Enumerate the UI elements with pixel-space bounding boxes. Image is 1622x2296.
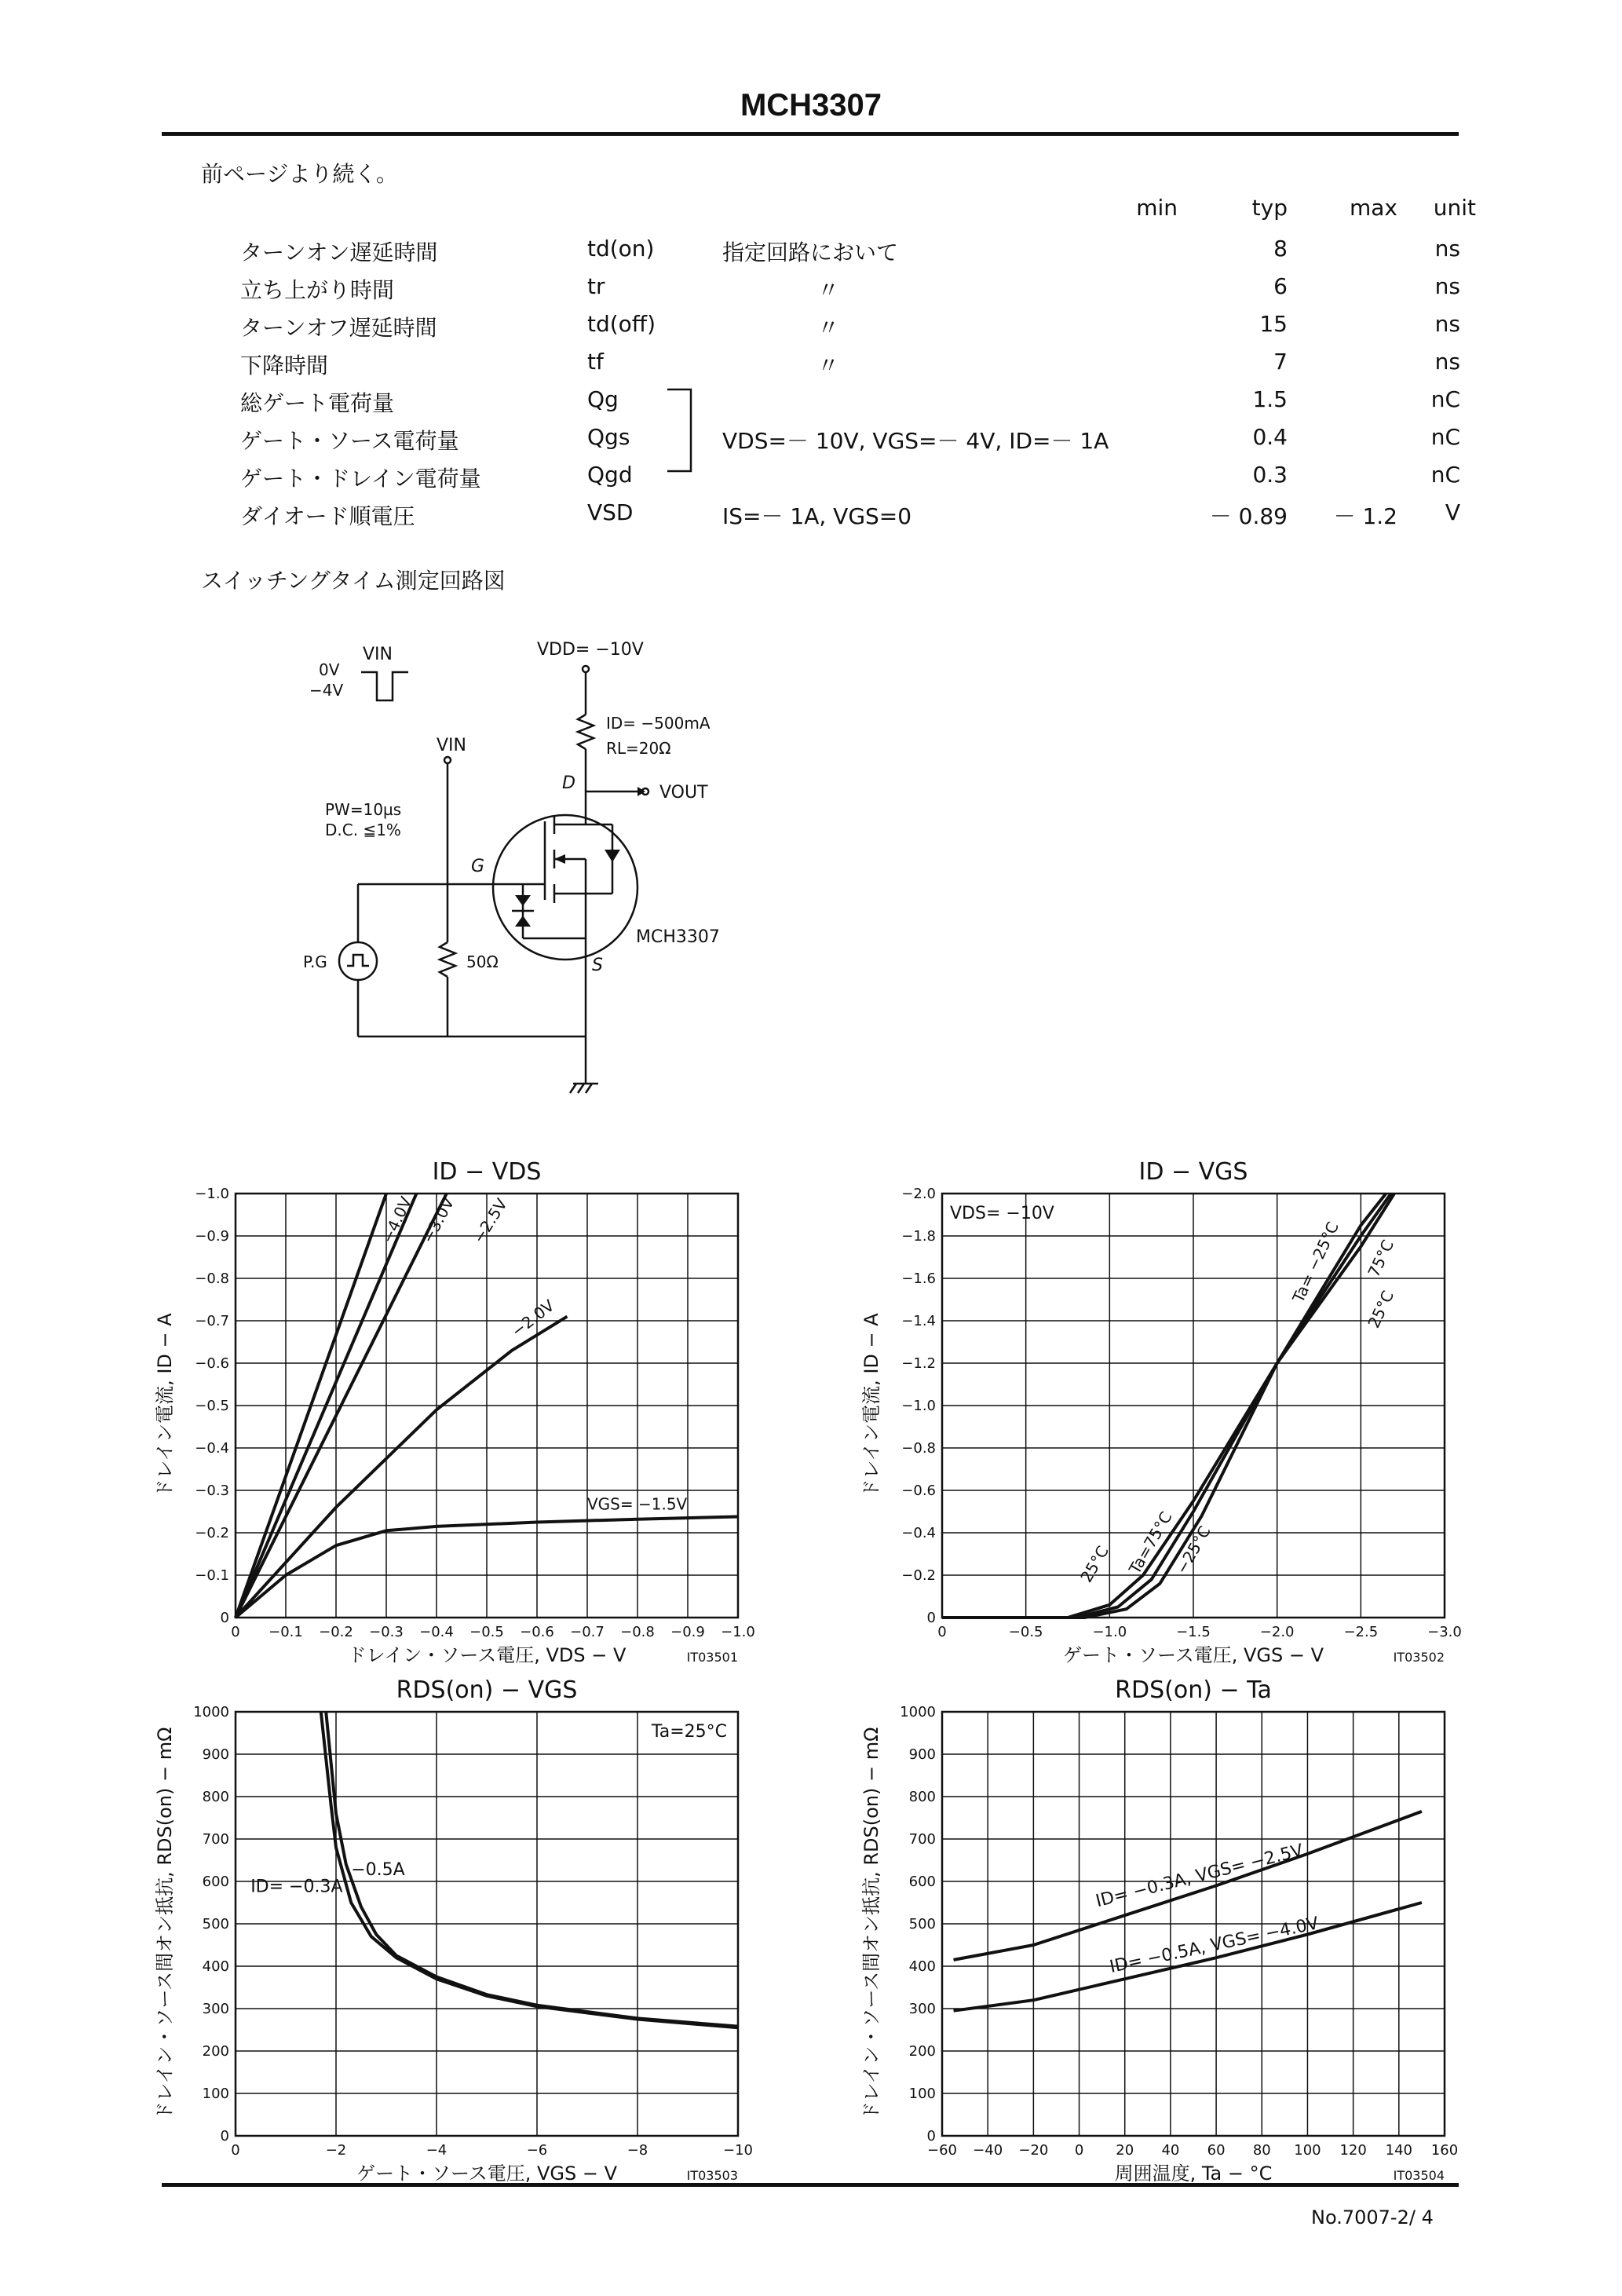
x-tick-label: 0 — [231, 2142, 240, 2159]
chart-rds-vgs — [141, 1665, 769, 2183]
typ-cell: － 0.89 — [1209, 503, 1288, 529]
chart-title: ID − VGS — [1138, 1158, 1248, 1186]
x-tick-label: −0.8 — [620, 1624, 655, 1640]
vin-node-label: VIN — [437, 736, 466, 755]
param-cell: ゲート・ドレイン電荷量 — [240, 466, 481, 492]
param-cell: ターンオフ遅延時間 — [240, 315, 437, 341]
chart-annotation: VDS= −10V — [950, 1204, 1054, 1223]
footer-rule — [162, 2183, 1459, 2187]
x-tick-label: 120 — [1339, 2142, 1367, 2159]
y-tick-label: 900 — [202, 1746, 229, 1763]
pw-label: PW=10µs — [325, 800, 402, 819]
y-tick-label: 1000 — [900, 1704, 936, 1720]
y-tick-label: 1000 — [193, 1704, 229, 1720]
source-label: S — [592, 956, 603, 975]
y-tick-label: −0.9 — [195, 1228, 229, 1245]
gate-label: G — [471, 857, 485, 876]
vm4-label: −4V — [309, 681, 344, 700]
y-tick-label: −0.6 — [195, 1355, 229, 1372]
device-label: MCH3307 — [636, 927, 720, 947]
chart-title: RDS(on) − VGS — [396, 1676, 578, 1704]
y-tick-label: 200 — [202, 2043, 229, 2060]
x-tick-label: −3.0 — [1427, 1624, 1462, 1640]
y-tick-label: 500 — [202, 1916, 229, 1932]
y-tick-label: −1.4 — [901, 1313, 936, 1329]
x-axis-label: ゲート・ソース電圧, VGS − V — [1062, 1644, 1324, 1665]
symbol-cell: tr — [587, 273, 605, 299]
y-tick-label: −1.0 — [901, 1398, 936, 1414]
param-cell: 総ゲート電荷量 — [240, 390, 395, 416]
typ-cell: 0.4 — [1252, 424, 1288, 450]
x-tick-label: −0.2 — [319, 1624, 353, 1640]
figure-code: IT03501 — [686, 1650, 738, 1665]
x-tick-label: −0.5 — [1008, 1624, 1043, 1640]
param-cell: 立ち上がり時間 — [240, 277, 395, 303]
rl-label: RL=20Ω — [606, 739, 671, 758]
series-label: ID= −0.3A — [250, 1877, 343, 1897]
x-tick-label: 0 — [937, 1624, 947, 1640]
condition-cell: 〃 — [816, 353, 839, 378]
y-tick-label: 0 — [926, 1610, 936, 1626]
x-axis-label: 周囲温度, Ta − °C — [1114, 2163, 1273, 2183]
y-tick-label: −0.2 — [195, 1525, 229, 1541]
doc-number: No.7007-2/ 4 — [1311, 2206, 1434, 2228]
y-tick-label: 400 — [908, 1958, 936, 1975]
y-tick-label: −0.2 — [901, 1567, 936, 1584]
unit-cell: nC — [1430, 462, 1460, 488]
x-tick-label: −2 — [325, 2142, 347, 2159]
x-tick-label: 80 — [1252, 2142, 1271, 2159]
typ-cell: 0.3 — [1252, 462, 1288, 488]
series-label: ID= −0.3A, VGS= −2.5V — [1094, 1841, 1306, 1912]
y-tick-label: −0.8 — [195, 1270, 229, 1287]
y-tick-label: −0.3 — [195, 1483, 229, 1499]
condition-cell: 〃 — [816, 315, 839, 341]
y-tick-label: −1.0 — [195, 1186, 229, 1202]
x-tick-label: 0 — [1074, 2142, 1084, 2159]
series-label: −3.0V — [418, 1194, 458, 1247]
condition-cell: 〃 — [816, 277, 839, 303]
switching-circuit — [298, 628, 754, 1099]
y-tick-label: 0 — [926, 2128, 936, 2144]
y-tick-label: 700 — [908, 1831, 936, 1848]
x-tick-label: −0.4 — [419, 1624, 454, 1640]
chart-title: ID − VDS — [432, 1158, 542, 1186]
chart-annotation: Ta=25°C — [651, 1722, 727, 1742]
x-tick-label: −0.1 — [269, 1624, 303, 1640]
chart-id-vds — [141, 1146, 769, 1665]
y-tick-label: 800 — [202, 1789, 229, 1805]
series-label: 25°C — [1364, 1287, 1398, 1331]
x-tick-label: 20 — [1116, 2142, 1134, 2159]
series-label: Ta=75°C — [1125, 1508, 1176, 1578]
y-tick-label: 600 — [202, 1874, 229, 1890]
col-unit: unit — [1433, 195, 1476, 221]
y-tick-label: −0.4 — [901, 1525, 936, 1541]
y-tick-label: 0 — [220, 2128, 229, 2144]
typ-cell: 15 — [1259, 311, 1288, 337]
unit-cell: ns — [1434, 311, 1460, 337]
spec-table — [0, 0, 1622, 550]
chart-id-vgs — [848, 1146, 1476, 1665]
pg-label: P.G — [303, 952, 327, 971]
y-tick-label: 500 — [908, 1916, 936, 1932]
intro-text: 前ページより続く。 — [201, 161, 398, 187]
series-label: ID= −0.5A, VGS= −4.0V — [1108, 1914, 1321, 1977]
x-tick-label: 60 — [1207, 2142, 1226, 2159]
y-tick-label: −0.7 — [195, 1313, 229, 1329]
y-tick-label: −1.6 — [901, 1270, 936, 1287]
typ-cell: 8 — [1273, 236, 1288, 261]
x-tick-label: −10 — [723, 2142, 753, 2159]
x-tick-label: −2.0 — [1259, 1624, 1295, 1640]
symbol-cell: td(on) — [587, 236, 655, 261]
typ-cell: 7 — [1273, 349, 1288, 375]
x-tick-label: −0.9 — [670, 1624, 705, 1640]
series-label: −4.0V — [378, 1194, 416, 1246]
x-axis-label: ドレイン・ソース電圧, VDS − V — [347, 1644, 627, 1665]
circuit-title: スイッチングタイム測定回路図 — [201, 568, 506, 594]
x-tick-label: 0 — [231, 1624, 240, 1640]
y-tick-label: 100 — [908, 2086, 936, 2102]
vin-top-label: VIN — [363, 645, 393, 664]
unit-cell: ns — [1434, 236, 1460, 261]
x-tick-label: −1.0 — [721, 1624, 755, 1640]
max-cell: － 1.2 — [1333, 503, 1397, 529]
series-label: −2.0V — [507, 1296, 558, 1341]
x-tick-label: −0.5 — [469, 1624, 504, 1640]
symbol-cell: VSD — [587, 499, 634, 525]
vout-label: VOUT — [659, 783, 708, 803]
y-tick-label: 800 — [908, 1789, 936, 1805]
y-tick-label: 200 — [908, 2043, 936, 2060]
series-label: −25°C — [1171, 1523, 1215, 1578]
y-tick-label: −1.8 — [901, 1228, 936, 1245]
x-tick-label: 100 — [1294, 2142, 1321, 2159]
y-axis-label: ドレイン電流, ID − A — [860, 1313, 882, 1498]
v0-label: 0V — [319, 660, 340, 679]
symbol-cell: Qgs — [587, 424, 630, 450]
figure-code: IT03504 — [1393, 2168, 1445, 2183]
typ-cell: 6 — [1273, 273, 1288, 299]
y-tick-label: −0.6 — [901, 1483, 936, 1499]
y-tick-label: −1.2 — [901, 1355, 936, 1372]
unit-cell: ns — [1434, 349, 1460, 375]
unit-cell: nC — [1430, 386, 1460, 412]
condition-bracket — [659, 385, 707, 479]
y-tick-label: 900 — [908, 1746, 936, 1763]
y-tick-label: 400 — [202, 1958, 229, 1975]
symbol-cell: Qgd — [587, 462, 633, 488]
param-cell: ゲート・ソース電荷量 — [240, 428, 459, 454]
series-label: Ta= −25°C — [1288, 1219, 1343, 1306]
symbol-cell: tf — [587, 349, 604, 375]
x-tick-label: −1.5 — [1176, 1624, 1211, 1640]
x-tick-label: −2.5 — [1343, 1624, 1379, 1640]
x-tick-label: −40 — [973, 2142, 1003, 2159]
x-tick-label: −8 — [627, 2142, 648, 2159]
y-tick-label: 700 — [202, 1831, 229, 1848]
y-axis-label: ドレイン・ソース間オン抵抗, RDS(on) − mΩ — [860, 1727, 882, 2121]
unit-cell: V — [1445, 499, 1460, 525]
y-tick-label: 300 — [202, 2001, 229, 2017]
condition-cell: VDS=－ 10V, VGS=－ 4V, ID=－ 1A — [722, 428, 1109, 454]
y-tick-label: −2.0 — [901, 1186, 936, 1202]
y-tick-label: −0.5 — [195, 1398, 229, 1414]
series-label: 75°C — [1364, 1237, 1398, 1281]
y-tick-label: −0.1 — [195, 1567, 229, 1584]
vdd-label: VDD= −10V — [537, 640, 644, 660]
x-axis-label: ゲート・ソース電圧, VGS − V — [356, 2163, 618, 2183]
x-tick-label: −6 — [526, 2142, 548, 2159]
x-tick-label: 40 — [1161, 2142, 1180, 2159]
y-axis-label: ドレイン・ソース間オン抵抗, RDS(on) − mΩ — [154, 1727, 176, 2121]
param-cell: 下降時間 — [240, 353, 329, 378]
y-tick-label: 0 — [220, 1610, 229, 1626]
param-cell: ターンオン遅延時間 — [240, 239, 438, 265]
x-tick-label: 140 — [1385, 2142, 1412, 2159]
series-label: 25°C — [1076, 1542, 1112, 1586]
col-typ: typ — [1251, 195, 1288, 221]
x-tick-label: −20 — [1018, 2142, 1049, 2159]
unit-cell: ns — [1434, 273, 1460, 299]
y-tick-label: −0.8 — [901, 1440, 936, 1457]
figure-code: IT03502 — [1393, 1650, 1445, 1665]
figure-code: IT03503 — [686, 2168, 738, 2183]
series-label: −2.5V — [469, 1194, 511, 1247]
x-tick-label: −0.3 — [369, 1624, 404, 1640]
series-label: −0.5A — [351, 1859, 405, 1880]
y-tick-label: 300 — [908, 2001, 936, 2017]
chart-rds-ta — [848, 1665, 1476, 2183]
col-max: max — [1349, 195, 1397, 221]
drain-label: D — [562, 773, 575, 793]
id-label: ID= −500mA — [606, 714, 711, 733]
y-tick-label: −0.4 — [195, 1440, 229, 1457]
y-tick-label: 100 — [202, 2086, 229, 2102]
x-tick-label: −0.7 — [570, 1624, 605, 1640]
x-tick-label: −0.6 — [520, 1624, 554, 1640]
series-label: VGS= −1.5V — [587, 1494, 688, 1514]
col-min: min — [1136, 195, 1178, 221]
x-tick-label: −1.0 — [1092, 1624, 1127, 1640]
condition-cell: 指定回路において — [722, 239, 899, 265]
y-axis-label: ドレイン電流, ID − A — [154, 1313, 176, 1498]
symbol-cell: td(off) — [587, 311, 656, 337]
dc-label: D.C. ≦1% — [325, 821, 401, 839]
unit-cell: nC — [1430, 424, 1460, 450]
r50-label: 50Ω — [466, 952, 499, 971]
typ-cell: 1.5 — [1252, 386, 1288, 412]
x-tick-label: 160 — [1430, 2142, 1459, 2159]
chart-title: RDS(on) − Ta — [1115, 1676, 1272, 1704]
param-cell: ダイオード順電圧 — [240, 503, 415, 529]
x-tick-label: −4 — [426, 2142, 448, 2159]
x-tick-label: −60 — [927, 2142, 957, 2159]
condition-cell: IS=－ 1A, VGS=0 — [722, 503, 912, 529]
page-title: MCH3307 — [740, 88, 882, 122]
symbol-cell: Qg — [587, 386, 619, 412]
y-tick-label: 600 — [908, 1874, 936, 1890]
